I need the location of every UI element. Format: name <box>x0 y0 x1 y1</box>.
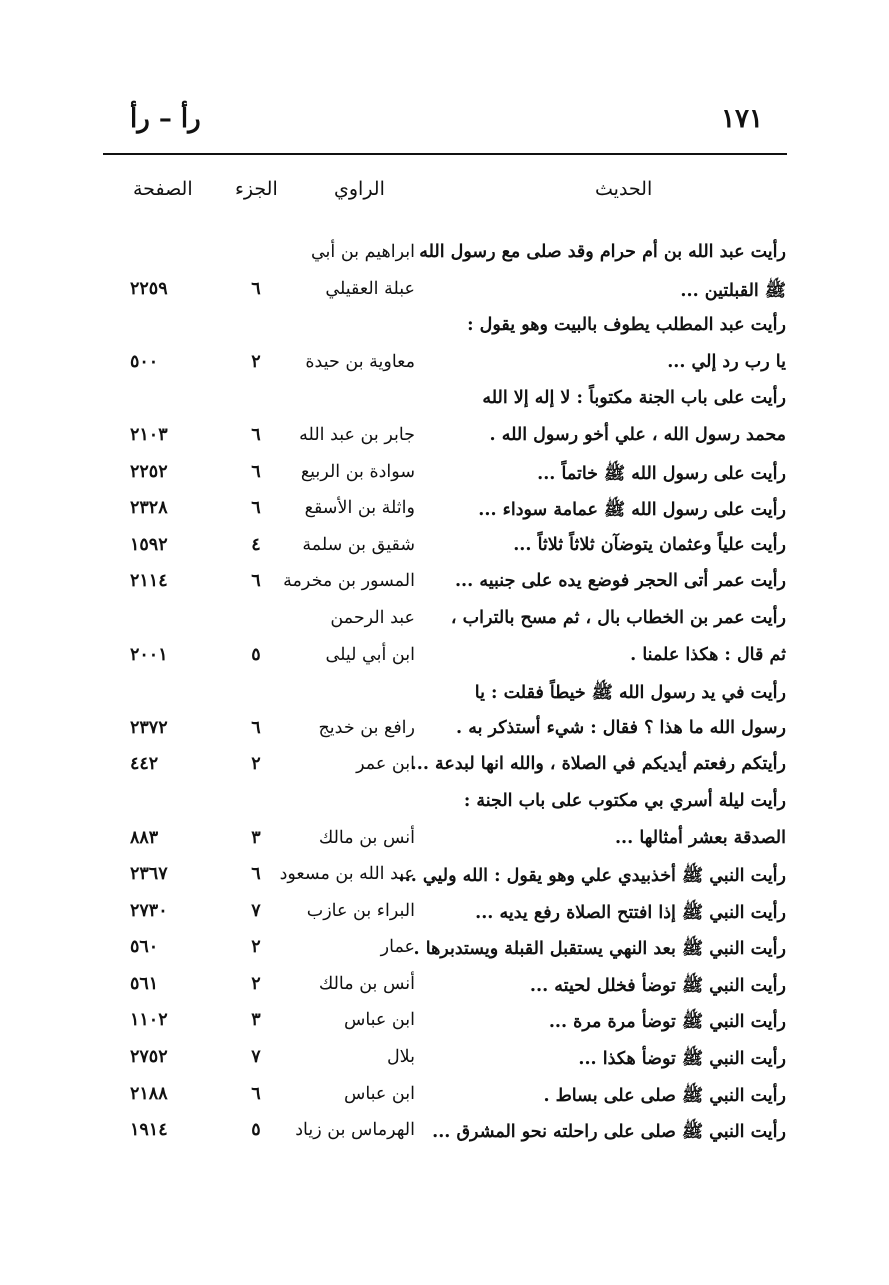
page-reference: ٢٧٣٠ <box>130 900 168 921</box>
hadith-text: رأيت النبي ﷺ صلى على بساط . <box>543 1085 786 1106</box>
hadith-text: رأيت عبد الله بن أم حرام وقد صلى مع رسول الله <box>419 242 786 262</box>
volume-number: ٣ <box>251 827 261 848</box>
hadith-text: رأيت النبي ﷺ صلى على راحلته نحو المشرق ... <box>432 1122 786 1143</box>
volume-number: ٧ <box>251 900 261 921</box>
volume-number: ٢ <box>251 351 261 372</box>
narrator-name: ابن عمر <box>356 754 415 775</box>
volume-number: ٥ <box>251 1120 261 1141</box>
page-reference: ٢٧٥٢ <box>130 1047 168 1068</box>
page-reference: ٢٢٥٩ <box>130 278 168 299</box>
hadith-text: رأيت النبي ﷺ توضأ هكذا ... <box>578 1049 786 1070</box>
volume-number: ٦ <box>251 461 261 482</box>
hadith-text: رأيت النبي ﷺ بعد النهي يستقبل القبلة ويستدبرها . <box>413 939 786 960</box>
page-reference: ٢٣٢٨ <box>130 498 168 519</box>
table-row <box>0 931 889 968</box>
volume-number: ٤ <box>251 534 261 555</box>
hadith-text: رأيت علياً وعثمان يتوضآن ثلاثاً ثلاثاً ... <box>513 534 786 555</box>
page-reference: ١٥٩٢ <box>130 534 168 555</box>
page-reference: ٨٨٣ <box>130 827 159 848</box>
table-row <box>0 565 889 602</box>
hadith-text: رسول الله ما هذا ؟ فقال : شيء أستذكر به . <box>456 717 786 738</box>
page-reference: ٥٦١ <box>130 973 159 994</box>
volume-number: ٢ <box>251 973 261 994</box>
volume-number: ٥ <box>251 644 261 665</box>
page-number: ١٧١ <box>721 104 763 134</box>
column-header-hadith: الحديث <box>595 178 653 200</box>
hadith-text: رأيت ليلة أسري بي مكتوب على باب الجنة : <box>463 790 786 811</box>
table-row <box>0 822 889 859</box>
volume-number: ٧ <box>251 1047 261 1068</box>
narrator-name: معاوية بن حيدة <box>305 351 415 372</box>
narrator-name: عبد الرحمن <box>330 607 415 628</box>
volume-number: ٦ <box>251 571 261 592</box>
narrator-name: رافع بن خديج <box>318 717 415 738</box>
page-reference: ٤٤٢ <box>130 754 159 775</box>
table-row <box>0 895 889 932</box>
table-row <box>0 1078 889 1115</box>
narrator-name: شقيق بن سلمة <box>302 534 415 555</box>
page-reference: ٢١١٤ <box>130 571 168 592</box>
table-row <box>0 1041 889 1078</box>
hadith-text: رأيت النبي ﷺ توضأ مرة مرة ... <box>548 1012 786 1033</box>
column-header-page: الصفحة <box>133 178 193 200</box>
volume-number: ٦ <box>251 278 261 299</box>
page-reference: ٢١٠٣ <box>130 424 168 445</box>
narrator-name: ابن عباس <box>343 1010 415 1031</box>
table-row <box>0 968 889 1005</box>
page-reference: ٢٢٥٢ <box>130 461 168 482</box>
volume-number: ٦ <box>251 424 261 445</box>
table-row <box>0 1114 889 1151</box>
narrator-name: أنس بن مالك <box>318 827 415 848</box>
table-row <box>0 1004 889 1041</box>
volume-number: ٢ <box>251 937 261 958</box>
narrator-name: عمار <box>380 937 415 958</box>
hadith-text: ثم قال : هكذا علمنا . <box>630 644 786 665</box>
table-row <box>0 858 889 895</box>
hadith-text: رأيت عبد المطلب يطوف بالبيت وهو يقول : <box>467 315 786 336</box>
page-reference: ٥٦٠ <box>130 937 159 958</box>
volume-number: ٣ <box>251 1010 261 1031</box>
page-reference: ٢١٨٨ <box>130 1083 168 1104</box>
volume-number: ٢ <box>251 754 261 775</box>
table-row <box>0 602 889 639</box>
table-row <box>0 712 889 749</box>
narrator-name: ابراهيم بن أبي <box>310 242 415 262</box>
volume-number: ٦ <box>251 1083 261 1104</box>
narrator-name: المسور بن مخرمة <box>283 571 415 592</box>
column-header-volume: الجزء <box>235 178 278 200</box>
hadith-text: رأيت النبي ﷺ توضأ فخلل لحيته ... <box>529 975 786 996</box>
narrator-name: بلال <box>386 1047 415 1068</box>
hadith-text: ﷺ القبلتين ... <box>680 280 786 301</box>
narrator-name: أنس بن مالك <box>318 973 415 994</box>
narrator-name: الهرماس بن زياد <box>295 1120 415 1141</box>
narrator-name: عبلة العقيلي <box>325 278 415 299</box>
table-row <box>0 492 889 529</box>
hadith-text: يا رب رد إلي ... <box>667 351 786 372</box>
table-row <box>0 236 889 273</box>
narrator-name: البراء بن عازب <box>306 900 415 921</box>
table-row <box>0 346 889 383</box>
narrator-name: عبد الله بن مسعود <box>279 864 415 885</box>
table-row <box>0 419 889 456</box>
narrator-name: واثلة بن الأسقع <box>304 498 415 519</box>
page-reference: ٥٠٠ <box>130 351 159 372</box>
hadith-text: محمد رسول الله ، علي أخو رسول الله . <box>489 424 786 445</box>
hadith-text: رأيت على رسول الله ﷺ عمامة سوداء ... <box>478 500 786 521</box>
header-rule <box>103 153 787 155</box>
table-row <box>0 748 889 785</box>
hadith-text: رأيت على باب الجنة مكتوباً : لا إله إلا الله <box>482 388 786 409</box>
hadith-text: رأيت النبي ﷺ أخذبيدي علي وهو يقول : الله وليي ... <box>398 866 786 887</box>
hadith-text: رأيتكم رفعتم أيديكم في الصلاة ، والله انها لبدعة ... <box>410 754 786 775</box>
page-reference: ١٩١٤ <box>130 1120 168 1141</box>
page-reference: ٢٠٠١ <box>130 644 168 665</box>
volume-number: ٦ <box>251 864 261 885</box>
table-row <box>0 456 889 493</box>
hadith-index-table <box>0 236 889 1151</box>
volume-number: ٦ <box>251 498 261 519</box>
page-reference: ١١٠٢ <box>130 1010 168 1031</box>
hadith-text: رأيت عمر بن الخطاب بال ، ثم مسح بالتراب ، <box>450 607 786 628</box>
page-reference: ٢٣٧٢ <box>130 717 168 738</box>
table-row <box>0 675 889 712</box>
table-row <box>0 309 889 346</box>
narrator-name: سوادة بن الربيع <box>300 461 415 482</box>
narrator-name: ابن أبي ليلى <box>325 644 415 665</box>
hadith-text: الصدقة بعشر أمثالها ... <box>614 827 786 848</box>
table-row <box>0 382 889 419</box>
narrator-name: جابر بن عبد الله <box>299 424 415 445</box>
table-row <box>0 639 889 676</box>
table-row <box>0 785 889 822</box>
hadith-text: رأيت النبي ﷺ إذا افتتح الصلاة رفع يديه ... <box>475 902 786 923</box>
running-header: رأ – رأ <box>130 104 201 134</box>
volume-number: ٦ <box>251 717 261 738</box>
hadith-text: رأيت على رسول الله ﷺ خاتماً ... <box>537 463 786 484</box>
hadith-text: رأيت عمر أتى الحجر فوضع يده على جنبيه ... <box>454 571 786 592</box>
column-header-narrator: الراوي <box>334 178 385 200</box>
page-reference: ٢٣٦٧ <box>130 864 168 885</box>
table-row <box>0 529 889 566</box>
hadith-text: رأيت في يد رسول الله ﷺ خيطاً فقلت : يا <box>474 683 786 704</box>
narrator-name: ابن عباس <box>343 1083 415 1104</box>
table-row <box>0 273 889 310</box>
